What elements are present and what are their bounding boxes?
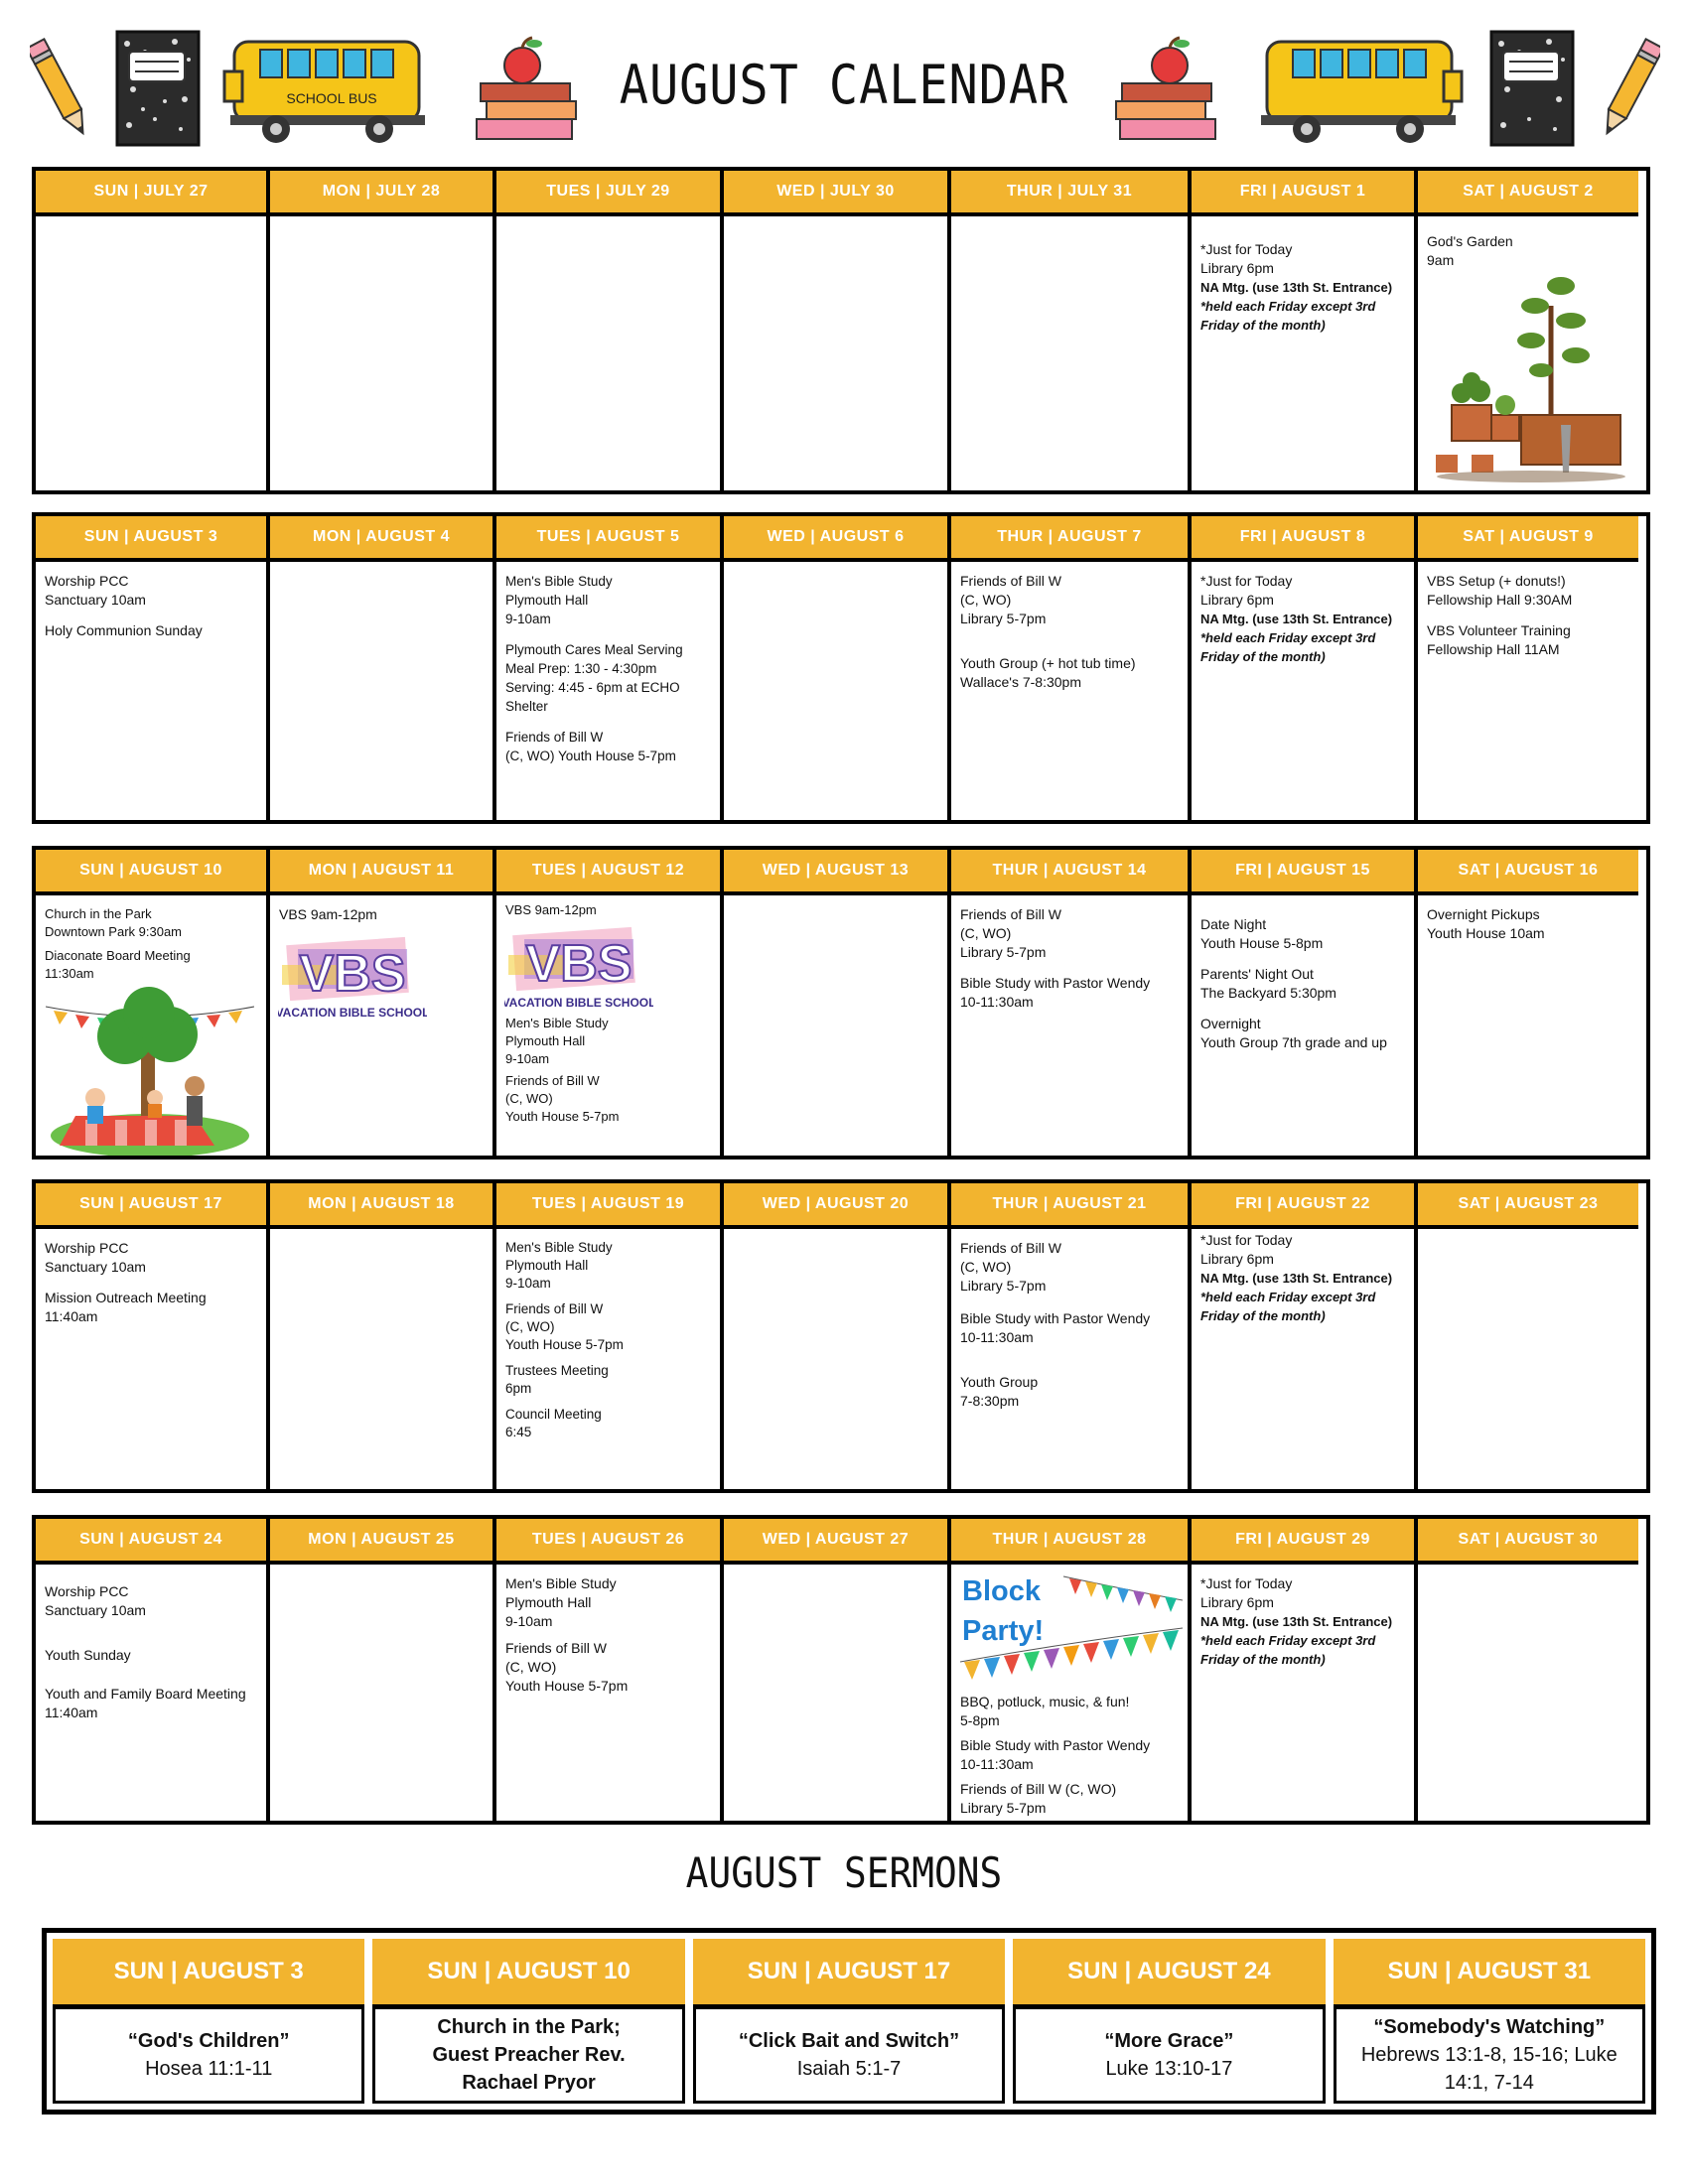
sermon-column xyxy=(693,1939,1005,2104)
day-header: SAT | AUGUST 9 xyxy=(1418,516,1638,562)
day-cell xyxy=(270,895,496,1156)
day-cell xyxy=(496,562,724,820)
day-header: MON | AUGUST 4 xyxy=(270,516,496,562)
event: Friends of Bill W (C, WO) Library 5-7pm xyxy=(960,573,1061,626)
day-header: WED | AUGUST 27 xyxy=(724,1519,951,1565)
day-header: WED | AUGUST 6 xyxy=(724,516,951,562)
day-cell xyxy=(1418,1565,1638,1821)
day-cell xyxy=(1418,562,1638,820)
sermon-column xyxy=(1013,1939,1325,2104)
day-cell xyxy=(724,1229,951,1489)
sermon-column xyxy=(53,1939,364,2104)
day-header: SAT | AUGUST 30 xyxy=(1418,1519,1638,1565)
sermon-body xyxy=(1334,2009,1645,2104)
day-cell xyxy=(1418,216,1638,490)
vbs-caption: VACATION BIBLE SCHOOL xyxy=(278,1006,427,1020)
sermon-title: “Click Bait and Switch” xyxy=(738,2030,960,2052)
day-header: MON | JULY 28 xyxy=(270,171,496,216)
day-cell xyxy=(951,216,1192,490)
sermon-ref: Hosea 11:1-11 xyxy=(145,2058,273,2080)
day-cell xyxy=(1192,562,1418,820)
day-cell xyxy=(724,216,951,490)
day-header: THUR | AUGUST 14 xyxy=(951,850,1192,895)
event: Holy Communion Sunday xyxy=(45,622,203,638)
sermon-date: SUN | AUGUST 17 xyxy=(693,1939,1005,2009)
day-cell xyxy=(1192,1229,1418,1489)
event: Bible Study with Pastor Wendy 10-11:30am xyxy=(960,975,1151,1010)
event: VBS 9am-12pm xyxy=(279,906,377,922)
day-header: FRI | AUGUST 22 xyxy=(1192,1183,1418,1229)
bus-label: SCHOOL BUS xyxy=(286,90,377,106)
day-header: SAT | AUGUST 23 xyxy=(1418,1183,1638,1229)
event: Mission Outreach Meeting 11:40am xyxy=(45,1290,207,1324)
day-cell xyxy=(36,1229,270,1489)
day-header: FRI | AUGUST 29 xyxy=(1192,1519,1418,1565)
day-header: THUR | AUGUST 21 xyxy=(951,1183,1192,1229)
sermons-title: AUGUST SERMONS xyxy=(685,1848,1003,1897)
event: Bible Study with Pastor Wendy 10-11:30am xyxy=(960,1737,1151,1772)
event: Friends of Bill W (C, WO) Youth House 5-7pm xyxy=(505,730,676,763)
day-cell xyxy=(36,1565,270,1821)
vbs-logo xyxy=(278,935,427,1029)
day-cell xyxy=(270,216,496,490)
vbs-logo xyxy=(504,925,653,1020)
day-header: TUES | AUGUST 26 xyxy=(496,1519,724,1565)
event: Worship PCC Sanctuary 10am xyxy=(45,573,146,608)
event-na-meeting: NA Mtg. (use 13th St. Entrance) xyxy=(1200,1614,1393,1629)
day-cell xyxy=(496,1565,724,1821)
event: Youth and Family Board Meeting 11:40am xyxy=(45,1686,246,1720)
event: Church in the Park Downtown Park 9:30am xyxy=(45,906,183,939)
day-header: WED | AUGUST 13 xyxy=(724,850,951,895)
event: Trustees Meeting 6pm xyxy=(505,1363,609,1396)
day-cell xyxy=(724,895,951,1156)
sermon-body xyxy=(53,2009,364,2104)
day-cell xyxy=(270,1229,496,1489)
event-na-meeting: NA Mtg. (use 13th St. Entrance) xyxy=(1200,280,1393,295)
sermon-body xyxy=(693,2009,1005,2104)
day-header: SUN | AUGUST 3 xyxy=(36,516,270,562)
day-header: WED | JULY 30 xyxy=(724,171,951,216)
event: Youth Group 7-8:30pm xyxy=(960,1374,1039,1409)
day-header: FRI | AUGUST 15 xyxy=(1192,850,1418,895)
event: Men's Bible Study Plymouth Hall 9-10am xyxy=(505,1575,617,1629)
event: Bible Study with Pastor Wendy 10-11:30am xyxy=(960,1310,1151,1345)
event: Men's Bible Study Plymouth Hall 9-10am xyxy=(505,574,613,626)
day-header: SAT | AUGUST 2 xyxy=(1418,171,1638,216)
event: Plymouth Cares Meal Serving Meal Prep: 1:30 - 4:30pm Serving: 4:45 - 6pm at ECHO Shelter xyxy=(505,642,683,714)
event: Youth Sunday xyxy=(45,1647,131,1663)
day-cell xyxy=(36,562,270,820)
sermon-title: “More Grace” xyxy=(1104,2030,1234,2052)
event: Friends of Bill W (C, WO) Youth House 5-7pm xyxy=(505,1640,629,1694)
block-party-banner xyxy=(960,1570,1183,1688)
day-cell xyxy=(951,1565,1192,1821)
books-apple-icon xyxy=(473,34,582,145)
event: VBS Setup (+ donuts!) Fellowship Hall 9:30AM xyxy=(1427,573,1573,608)
sermon-title: “Somebody's Watching” xyxy=(1373,2016,1606,2038)
event: Friends of Bill W (C, WO) Youth House 5-7pm xyxy=(505,1301,624,1352)
day-cell xyxy=(36,895,270,1156)
day-cell xyxy=(951,895,1192,1156)
sermon-title: “God's Children” xyxy=(127,2030,290,2052)
garden-plants-illustration xyxy=(1432,266,1630,484)
day-header: TUES | AUGUST 5 xyxy=(496,516,724,562)
sermons-table xyxy=(42,1928,1656,2115)
sermon-column xyxy=(1334,1939,1645,2104)
event: VBS 9am-12pm xyxy=(505,902,597,917)
day-header: WED | AUGUST 20 xyxy=(724,1183,951,1229)
event-note: *held each Friday except 3rd Friday of the month) xyxy=(1200,299,1376,333)
school-bus-icon xyxy=(1255,38,1466,147)
sermon-title: Church in the Park; Guest Preacher Rev. Rachael Pryor xyxy=(432,2016,626,2094)
sermon-body xyxy=(372,2009,684,2104)
event: Friends of Bill W (C, WO) Library 5-7pm xyxy=(960,1240,1061,1294)
page-title: AUGUST CALENDAR xyxy=(619,54,1069,116)
event: Overnight Pickups Youth House 10am xyxy=(1427,906,1545,941)
sermon-date: SUN | AUGUST 31 xyxy=(1334,1939,1645,2009)
sermon-date: SUN | AUGUST 3 xyxy=(53,1939,364,2009)
day-cell xyxy=(36,216,270,490)
event-na-meeting: NA Mtg. (use 13th St. Entrance) xyxy=(1200,612,1393,626)
event: Men's Bible Study Plymouth Hall 9-10am xyxy=(505,1016,609,1066)
event: Friends of Bill W (C, WO) Library 5-7pm xyxy=(960,906,1061,960)
event: *Just for Today Library 6pm xyxy=(1200,573,1293,608)
calendar-week xyxy=(32,512,1650,824)
day-header: THUR | AUGUST 28 xyxy=(951,1519,1192,1565)
books-apple-icon xyxy=(1110,34,1219,145)
sermon-body xyxy=(1013,2009,1325,2104)
day-cell xyxy=(496,895,724,1156)
day-header: SUN | AUGUST 24 xyxy=(36,1519,270,1565)
calendar-week xyxy=(32,1179,1650,1493)
notebook-icon xyxy=(1489,30,1575,147)
day-header: TUES | AUGUST 12 xyxy=(496,850,724,895)
day-cell xyxy=(1192,216,1418,490)
event: Date Night Youth House 5-8pm xyxy=(1200,916,1324,951)
calendar-week xyxy=(32,1515,1650,1825)
sermon-date: SUN | AUGUST 24 xyxy=(1013,1939,1325,2009)
day-header: MON | AUGUST 25 xyxy=(270,1519,496,1565)
event: *Just for Today Library 6pm xyxy=(1200,1232,1293,1267)
pencil-icon xyxy=(30,30,89,149)
day-header: MON | AUGUST 18 xyxy=(270,1183,496,1229)
event: Friends of Bill W (C, WO) Library 5-7pm xyxy=(960,1781,1117,1816)
event-note: *held each Friday except 3rd Friday of the month) xyxy=(1200,1290,1376,1323)
sermon-ref: Hebrews 13:1-8, 15-16; Luke 14:1, 7-14 xyxy=(1360,2044,1618,2094)
day-header: MON | AUGUST 11 xyxy=(270,850,496,895)
day-cell xyxy=(1418,895,1638,1156)
calendar-week xyxy=(32,167,1650,494)
event: *Just for Today Library 6pm xyxy=(1200,241,1293,276)
day-header: FRI | AUGUST 1 xyxy=(1192,171,1418,216)
block-party-line1: Block xyxy=(962,1575,1041,1607)
event: Diaconate Board Meeting 11:30am xyxy=(45,948,191,981)
event: Youth Group (+ hot tub time) Wallace's 7-8:30pm xyxy=(960,655,1136,690)
day-cell xyxy=(496,1229,724,1489)
sermon-ref: Isaiah 5:1-7 xyxy=(796,2058,902,2080)
event-na-meeting: NA Mtg. (use 13th St. Entrance) xyxy=(1200,1271,1393,1286)
day-cell xyxy=(1192,895,1418,1156)
day-header: SAT | AUGUST 16 xyxy=(1418,850,1638,895)
event: Friends of Bill W (C, WO) Youth House 5-7pm xyxy=(505,1073,620,1124)
event-note: *held each Friday except 3rd Friday of the month) xyxy=(1200,1633,1376,1667)
event: God's Garden 9am xyxy=(1427,233,1513,268)
event-note: *held each Friday except 3rd Friday of the month) xyxy=(1200,630,1376,664)
school-bus-icon xyxy=(220,38,431,147)
day-header: TUES | JULY 29 xyxy=(496,171,724,216)
event: Council Meeting 6:45 xyxy=(505,1407,602,1439)
event: Worship PCC Sanctuary 10am xyxy=(45,1240,146,1275)
calendar-week xyxy=(32,846,1650,1160)
day-cell xyxy=(724,562,951,820)
vbs-letters: VBS xyxy=(299,945,406,1003)
event: Overnight Youth Group 7th grade and up xyxy=(1200,1016,1387,1050)
sermon-date: SUN | AUGUST 10 xyxy=(372,1939,684,2009)
day-cell xyxy=(1192,1565,1418,1821)
day-cell xyxy=(724,1565,951,1821)
day-cell xyxy=(270,1565,496,1821)
page-header xyxy=(0,0,1688,164)
day-header: TUES | AUGUST 19 xyxy=(496,1183,724,1229)
day-header: FRI | AUGUST 8 xyxy=(1192,516,1418,562)
day-header: SUN | JULY 27 xyxy=(36,171,270,216)
day-header: SUN | AUGUST 10 xyxy=(36,850,270,895)
day-header: THUR | AUGUST 7 xyxy=(951,516,1192,562)
notebook-icon xyxy=(115,30,201,147)
picnic-illustration xyxy=(46,987,254,1156)
event: Worship PCC Sanctuary 10am xyxy=(45,1583,146,1618)
pencil-icon xyxy=(1601,30,1660,149)
sermon-ref: Luke 13:10-17 xyxy=(1105,2058,1233,2080)
event: Men's Bible Study Plymouth Hall 9-10am xyxy=(505,1240,613,1291)
day-cell xyxy=(951,1229,1192,1489)
event: VBS Volunteer Training Fellowship Hall 11AM xyxy=(1427,622,1571,657)
day-cell xyxy=(1418,1229,1638,1489)
vbs-caption: VACATION BIBLE SCHOOL xyxy=(504,996,653,1010)
vbs-letters: VBS xyxy=(525,935,633,993)
day-cell xyxy=(496,216,724,490)
event: BBQ, potluck, music, & fun! 5-8pm xyxy=(960,1694,1130,1728)
event: *Just for Today Library 6pm xyxy=(1200,1575,1293,1610)
event: Parents' Night Out The Backyard 5:30pm xyxy=(1200,966,1336,1001)
day-cell xyxy=(270,562,496,820)
day-header: THUR | JULY 31 xyxy=(951,171,1192,216)
day-header: SUN | AUGUST 17 xyxy=(36,1183,270,1229)
day-cell xyxy=(951,562,1192,820)
block-party-line2: Party! xyxy=(962,1615,1045,1647)
sermon-column xyxy=(372,1939,684,2104)
